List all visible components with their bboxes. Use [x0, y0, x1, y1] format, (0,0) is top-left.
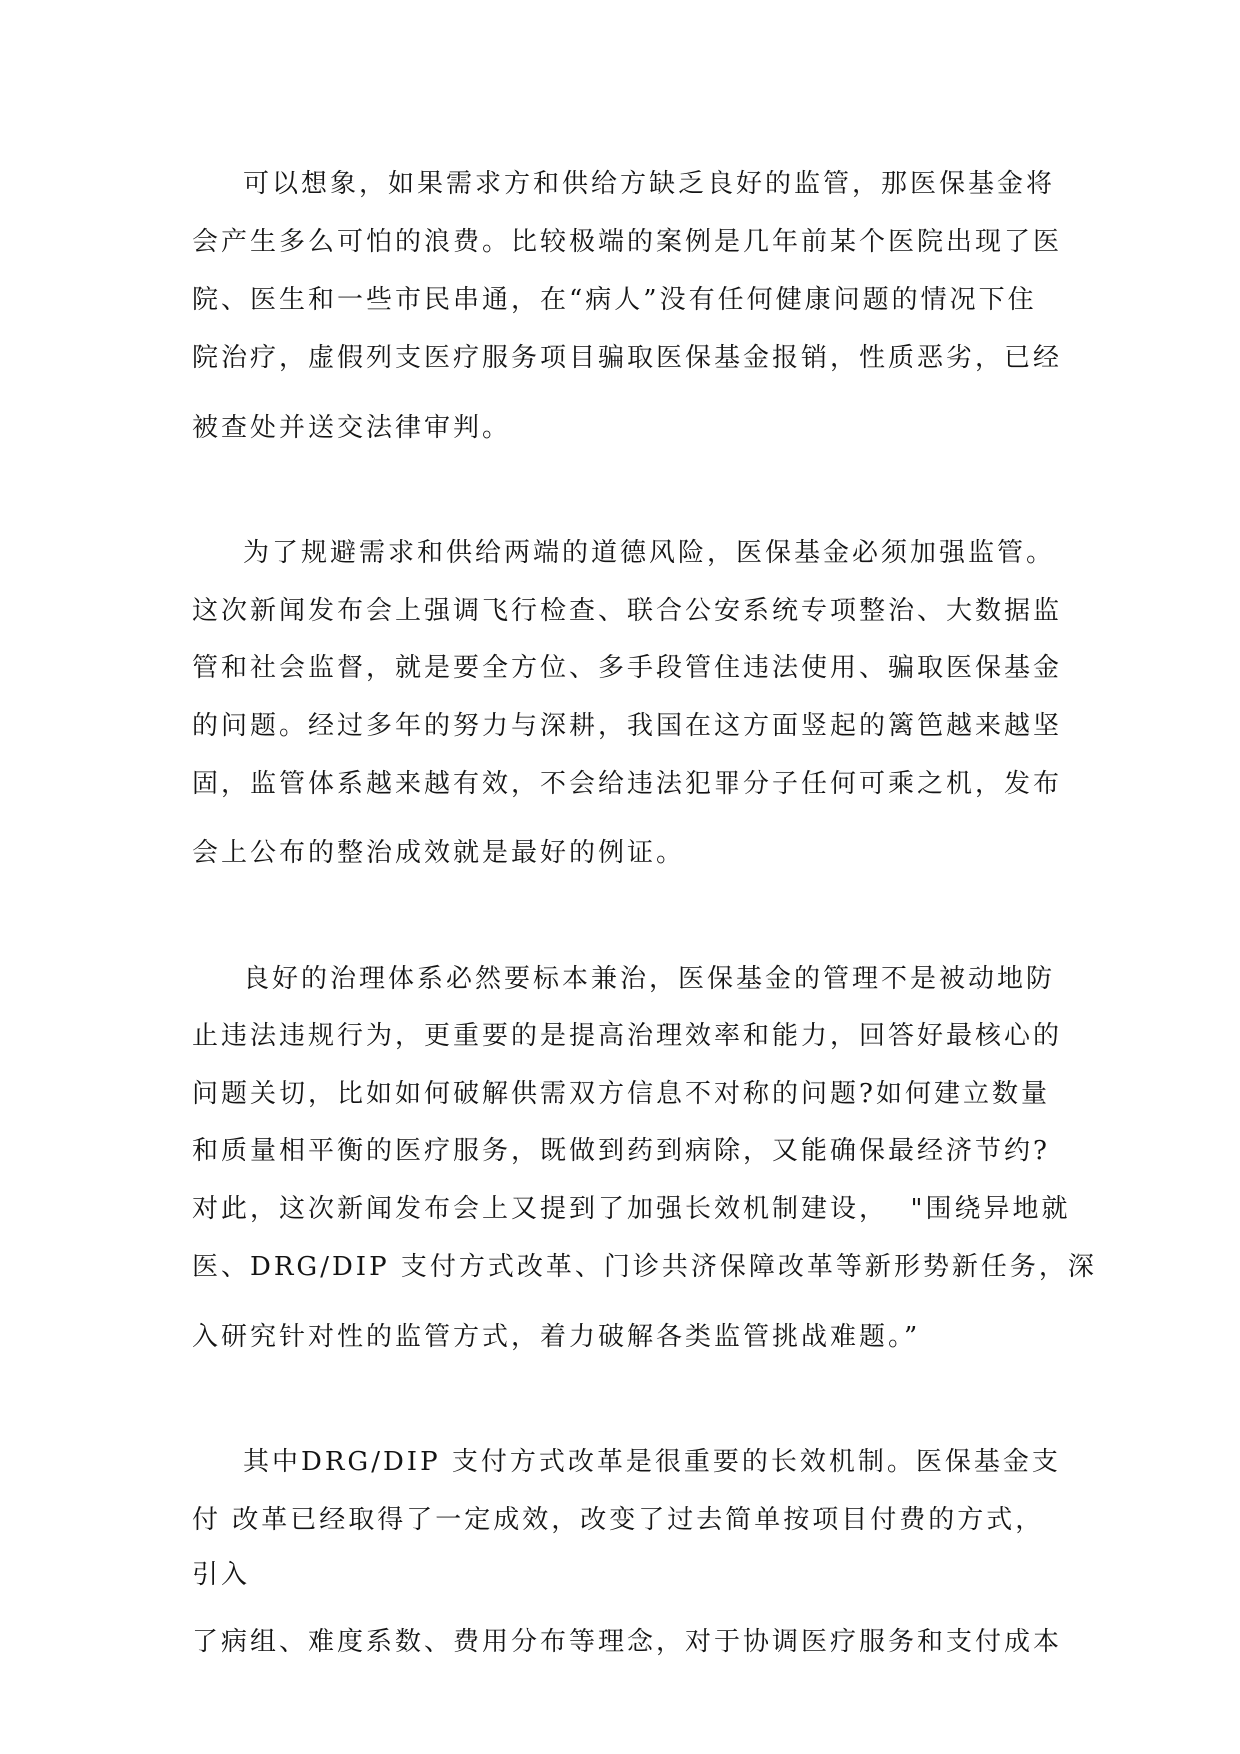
paragraph-2-line-2: 这次新闻发布会上强调飞行检查、联合公安系统专项整治、大数据监 — [192, 596, 1063, 626]
paragraph-2-line-5: 固，监管体系越来越有效，不会给违法犯罪分子任何可乘之机，发布 — [192, 769, 1063, 799]
paragraph-4-line-1: 其中DRG/DIP 支付方式改革是很重要的长效机制。医保基金支 — [243, 1447, 1061, 1477]
paragraph-3-line-5: 对此，这次新闻发布会上又提到了加强长效机制建设， "围绕异地就 — [192, 1194, 1071, 1224]
paragraph-2-line-4: 的问题。经过多年的努力与深耕，我国在这方面竖起的篱笆越来越坚 — [192, 711, 1063, 741]
paragraph-3-line-1: 良好的治理体系必然要标本兼治，医保基金的管理不是被动地防 — [243, 964, 1056, 994]
paragraph-2-line-3: 管和社会监督，就是要全方位、多手段管住违法使用、骗取医保基金 — [192, 653, 1063, 683]
paragraph-3-line-7: 入研究针对性的监管方式，着力破解各类监管挑战难题。” — [192, 1322, 921, 1352]
paragraph-1-line-5: 被查处并送交法律审判。 — [192, 413, 512, 443]
paragraph-2-line-1: 为了规避需求和供给两端的道德风险，医保基金必须加强监管。 — [243, 538, 1056, 568]
paragraph-4-line-2: 付 改革已经取得了一定成效，改变了过去简单按项目付费的方式， — [192, 1505, 1045, 1535]
paragraph-4-line-3: 引入 — [192, 1560, 251, 1590]
paragraph-3-line-3: 问题关切，比如如何破解供需双方信息不对称的问题?如何建立数量 — [192, 1079, 1050, 1109]
paragraph-1-line-2: 会产生多么可怕的浪费。比较极端的案例是几年前某个医院出现了医 — [192, 227, 1063, 257]
paragraph-1-line-3: 院、医生和一些市民串通，在“病人”没有任何健康问题的情况下住 — [192, 285, 1037, 315]
paragraph-1-line-4: 院治疗，虚假列支医疗服务项目骗取医保基金报销，性质恶劣，已经 — [192, 343, 1063, 373]
paragraph-3-line-4: 和质量相平衡的医疗服务，既做到药到病除，又能确保最经济节约? — [192, 1136, 1050, 1166]
paragraph-1-line-1: 可以想象，如果需求方和供给方缺乏良好的监管，那医保基金将 — [243, 169, 1056, 199]
paragraph-2-line-6: 会上公布的整治成效就是最好的例证。 — [192, 838, 686, 868]
paragraph-3-line-6: 医、DRG/DIP 支付方式改革、门诊共济保障改革等新形势新任务，深 — [192, 1252, 1097, 1282]
paragraph-4-line-4: 了病组、难度系数、费用分布等理念，对于协调医疗服务和支付成本 — [192, 1627, 1063, 1657]
paragraph-3-line-2: 止违法违规行为，更重要的是提高治理效率和能力，回答好最核心的 — [192, 1021, 1063, 1051]
